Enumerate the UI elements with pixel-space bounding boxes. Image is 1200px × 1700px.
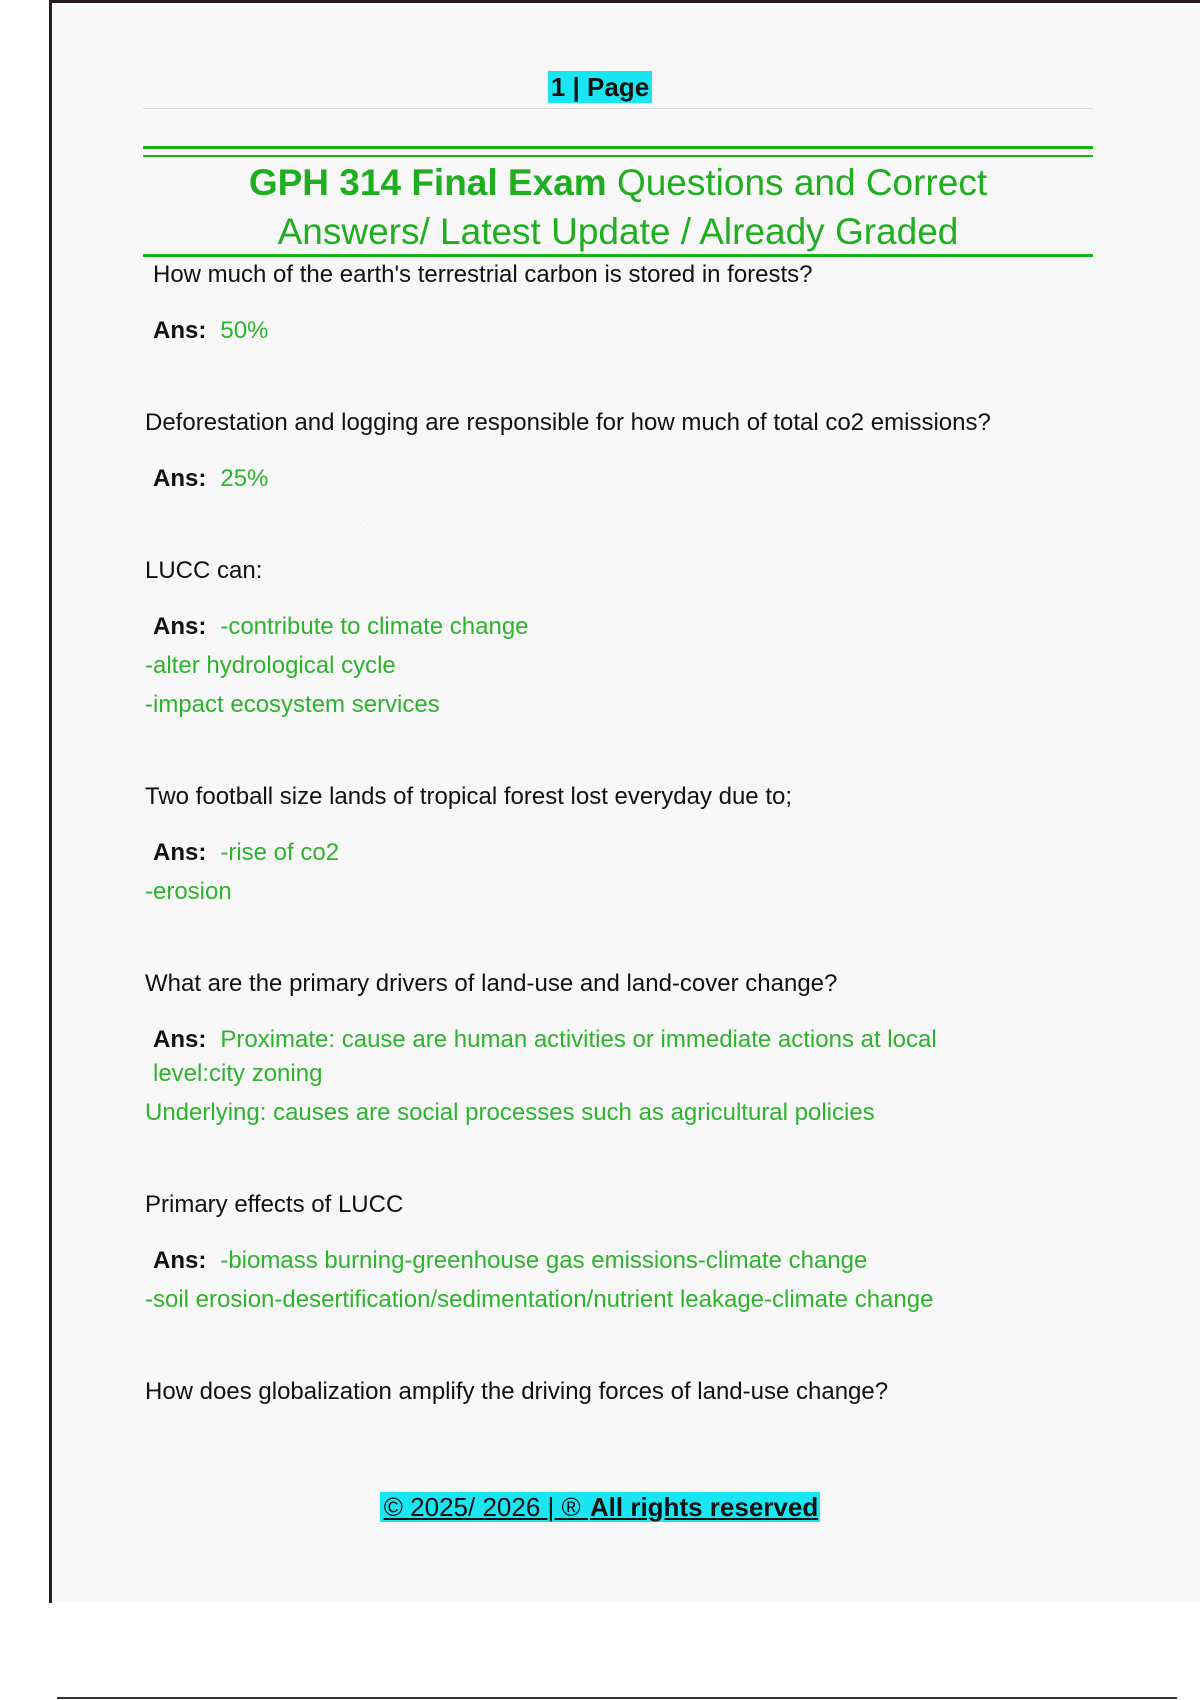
question-text: How much of the earth's terrestrial carbon is stored in forests? xyxy=(153,261,813,288)
qa-item xyxy=(145,1188,1105,1317)
title-line-1 xyxy=(143,158,1093,207)
question-text: Deforestation and logging are responsible for how much of total co2 emissions? xyxy=(145,409,991,436)
title-line-2: Answers/ Latest Update / Already Graded xyxy=(277,211,959,252)
question-text: LUCC can: xyxy=(145,557,263,584)
answer-line xyxy=(153,1244,1105,1278)
copyright-years: © 2025/ 2026 | ® xyxy=(383,1492,588,1522)
answer-extra-line: -impact ecosystem services xyxy=(145,691,440,718)
document-title xyxy=(143,158,1093,256)
question-text: What are the primary drivers of land-use and land-cover change? xyxy=(145,970,838,997)
answer-text: -contribute to climate change xyxy=(220,613,529,640)
title-top-rule xyxy=(143,146,1093,149)
answer-label: Ans: xyxy=(153,465,207,492)
answer-extra-line: Underlying: causes are social processes such as agricultural policies xyxy=(145,1099,875,1126)
question-text: Two football size lands of tropical forest lost everyday due to; xyxy=(145,783,793,810)
answer-line xyxy=(153,314,1105,348)
answer-extra-line: -erosion xyxy=(145,878,232,905)
question-text: How does globalization amplify the driving forces of land-use change? xyxy=(145,1378,889,1405)
qa-list xyxy=(145,258,1105,1467)
title-rest: Questions and Correct xyxy=(606,162,988,203)
qa-item xyxy=(145,780,1105,909)
answer-line xyxy=(153,1023,955,1091)
answer-text: -biomass burning-greenhouse gas emissions-climate change xyxy=(220,1247,868,1274)
answer-text: 25% xyxy=(220,465,269,492)
question-text: Primary effects of LUCC xyxy=(145,1191,404,1218)
answer-label: Ans: xyxy=(153,317,207,344)
rights-reserved: All rights reserved xyxy=(589,1492,819,1522)
header-divider xyxy=(143,108,1093,109)
answer-label: Ans: xyxy=(153,839,207,866)
qa-item xyxy=(145,554,1105,722)
answer-line xyxy=(153,462,1105,496)
title-bottom-rule xyxy=(143,254,1093,257)
bottom-border-line xyxy=(57,1697,1177,1699)
qa-item xyxy=(145,258,1105,348)
answer-text: 50% xyxy=(220,317,269,344)
answer-label: Ans: xyxy=(153,1026,207,1053)
answer-line xyxy=(153,836,1105,870)
answer-extra-line: -alter hydrological cycle xyxy=(145,652,396,679)
page-number-text: 1 | Page xyxy=(548,71,652,103)
answer-text: -rise of co2 xyxy=(220,839,340,866)
qa-item xyxy=(145,967,1105,1130)
title-top-rule-thin xyxy=(143,155,1093,157)
qa-item xyxy=(145,406,1105,496)
answer-label: Ans: xyxy=(153,1247,207,1274)
copyright-footer xyxy=(0,1492,1200,1523)
title-bold: GPH 314 Final Exam xyxy=(248,162,607,203)
answer-label: Ans: xyxy=(153,613,207,640)
qa-item xyxy=(145,1375,1105,1409)
copyright-text xyxy=(380,1492,820,1522)
page-number-label xyxy=(0,72,1200,103)
answer-text: Proximate: cause are human activities or immediate actions at local level:city zoning xyxy=(153,1026,937,1087)
answer-line xyxy=(153,610,1105,644)
answer-extra-line: -soil erosion-desertification/sedimentation/nutrient leakage-climate change xyxy=(145,1286,934,1313)
